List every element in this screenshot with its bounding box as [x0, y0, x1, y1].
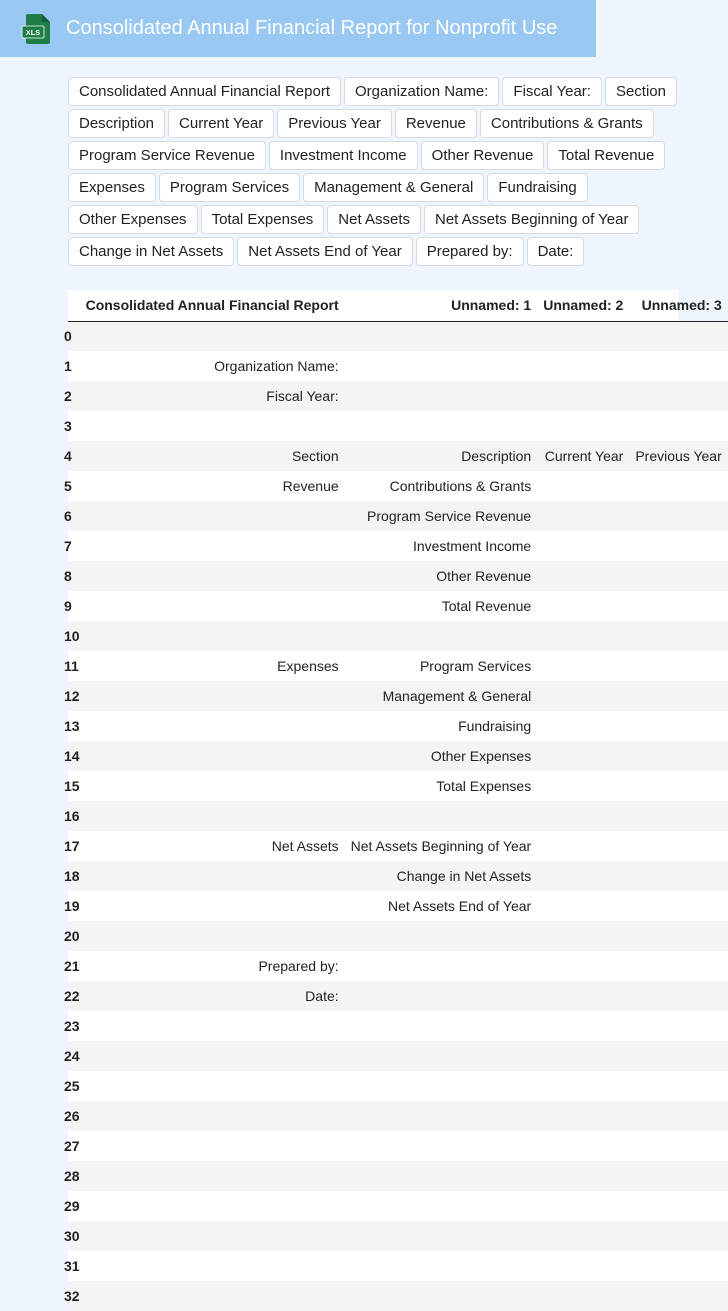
table-row	[68, 711, 728, 741]
row-index	[64, 381, 80, 411]
table-cell	[537, 621, 629, 651]
table-row	[68, 1071, 728, 1101]
table-cell	[345, 381, 538, 411]
table-cell: Net Assets End of Year	[388, 898, 532, 914]
row-index-label: 28	[64, 1168, 80, 1184]
table-cell	[537, 381, 629, 411]
table-cell	[537, 861, 629, 891]
row-index	[64, 1251, 80, 1281]
table-row	[68, 801, 728, 831]
row-index	[64, 981, 80, 1011]
keyword-chip[interactable]: Net Assets Beginning of Year	[424, 205, 639, 234]
keyword-chip[interactable]: Section	[605, 77, 677, 106]
table-row	[68, 651, 728, 681]
table-cell	[537, 711, 629, 741]
keyword-chip[interactable]: Change in Net Assets	[68, 237, 234, 266]
table-cell	[629, 1131, 727, 1161]
keyword-chip[interactable]: Other Revenue	[421, 141, 545, 170]
table-row	[68, 351, 728, 381]
table-cell	[629, 411, 727, 441]
row-index-label: 27	[64, 1138, 80, 1154]
table-row	[68, 381, 728, 411]
keyword-chip[interactable]: Current Year	[168, 109, 274, 138]
table-row	[68, 1251, 728, 1281]
table-cell	[537, 531, 629, 561]
row-index-label: 25	[64, 1078, 80, 1094]
table-cell	[537, 1041, 629, 1071]
table-cell: Previous Year	[635, 448, 722, 464]
table-cell: Other Expenses	[430, 748, 532, 764]
table-cell	[629, 1191, 727, 1221]
row-index	[64, 411, 80, 441]
keyword-chip[interactable]: Management & General	[303, 173, 484, 202]
row-index-label: 2	[64, 388, 72, 404]
keyword-chip[interactable]: Total Expenses	[201, 205, 325, 234]
row-index	[64, 501, 80, 531]
table-cell: Contributions & Grants	[389, 478, 532, 494]
table-cell	[629, 891, 727, 921]
row-index	[64, 1101, 80, 1131]
table-cell	[345, 1011, 538, 1041]
table-cell	[80, 501, 345, 531]
table-cell	[345, 1221, 538, 1251]
row-index-label: 7	[64, 538, 72, 554]
table-cell: Net Assets	[271, 838, 339, 854]
table-row	[68, 741, 728, 771]
table-cell	[629, 1161, 727, 1191]
row-index	[64, 741, 80, 771]
xls-file-icon	[22, 14, 50, 44]
table-cell	[345, 321, 538, 351]
row-index	[64, 561, 80, 591]
table-cell	[629, 561, 727, 591]
table-cell: Total Revenue	[441, 598, 532, 614]
table-row	[68, 1281, 728, 1311]
app-header	[0, 0, 596, 57]
table-cell	[345, 411, 538, 441]
table-cell	[537, 831, 629, 861]
row-index-label: 16	[64, 808, 80, 824]
table-cell: Date:	[305, 988, 339, 1004]
table-cell	[345, 1191, 538, 1221]
table-cell	[80, 1041, 345, 1071]
table-cell	[345, 921, 538, 951]
table-cell: Investment Income	[412, 538, 532, 554]
table-cell	[537, 771, 629, 801]
table-cell	[80, 861, 345, 891]
table-cell	[80, 561, 345, 591]
row-index-label: 11	[64, 658, 79, 674]
table-cell: Description	[461, 448, 532, 464]
page-title: Consolidated Annual Financial Report for Nonprofit Use	[66, 17, 558, 39]
table-cell	[537, 891, 629, 921]
table-row	[68, 1221, 728, 1251]
table-row	[68, 621, 728, 651]
table-cell	[629, 771, 727, 801]
table-cell	[80, 411, 345, 441]
table-cell	[80, 1161, 345, 1191]
table-cell	[537, 351, 629, 381]
column-header: Unnamed: 3	[629, 290, 727, 321]
table-row	[68, 1131, 728, 1161]
keyword-chip[interactable]: Organization Name:	[344, 77, 499, 106]
row-index-label: 17	[64, 838, 80, 854]
table-cell: Fundraising	[458, 718, 532, 734]
keyword-chips	[68, 77, 678, 266]
keyword-chip[interactable]: Fundraising	[487, 173, 587, 202]
table-cell	[629, 321, 727, 351]
table-cell	[629, 1101, 727, 1131]
table-cell	[80, 1011, 345, 1041]
keyword-chip[interactable]: Date:	[527, 237, 585, 266]
table-cell	[80, 1221, 345, 1251]
table-cell: Program Service Revenue	[367, 508, 532, 524]
row-index	[64, 831, 80, 861]
row-index-label: 5	[64, 478, 72, 494]
table-cell	[537, 1011, 629, 1041]
table-cell	[629, 681, 727, 711]
keyword-chip[interactable]: Description	[68, 109, 165, 138]
table-cell	[629, 1221, 727, 1251]
row-index	[64, 771, 80, 801]
table-cell	[345, 1131, 538, 1161]
table-cell: Total Expenses	[436, 778, 532, 794]
table-row	[68, 411, 728, 441]
index-header	[68, 290, 80, 321]
table-row	[68, 1161, 728, 1191]
row-index-label: 6	[64, 508, 72, 524]
table-cell	[629, 1071, 727, 1101]
table-row	[68, 861, 728, 891]
table-row	[68, 441, 728, 471]
table-cell	[629, 951, 727, 981]
column-header: Unnamed: 2	[537, 290, 629, 321]
table-row	[68, 951, 728, 981]
table-row	[68, 321, 728, 351]
table-cell	[629, 1281, 727, 1311]
row-index-label: 18	[64, 868, 80, 884]
table-row	[68, 471, 728, 501]
table-cell	[537, 1161, 629, 1191]
row-index	[64, 1191, 80, 1221]
row-index	[64, 681, 80, 711]
row-index-label: 23	[64, 1018, 80, 1034]
table-row	[68, 531, 728, 561]
data-table	[64, 290, 728, 1311]
row-index	[64, 621, 80, 651]
table-cell	[537, 501, 629, 531]
row-index	[64, 651, 80, 681]
table-row	[68, 1041, 728, 1071]
table-cell	[629, 381, 727, 411]
row-index-label: 31	[64, 1258, 80, 1274]
row-index-label: 26	[64, 1108, 80, 1124]
keyword-chip[interactable]: Other Expenses	[68, 205, 198, 234]
table-cell: Revenue	[282, 478, 339, 494]
row-index-label: 32	[64, 1288, 80, 1304]
keyword-chip[interactable]: Expenses	[68, 173, 156, 202]
table-cell	[80, 1101, 345, 1131]
table-header-row	[68, 290, 728, 321]
table-cell	[537, 1221, 629, 1251]
table-cell	[345, 981, 538, 1011]
row-index-label: 22	[64, 988, 80, 1004]
table-cell	[629, 921, 727, 951]
table-cell	[537, 921, 629, 951]
table-cell	[629, 621, 727, 651]
table-cell	[80, 741, 345, 771]
table-cell	[629, 591, 727, 621]
table-cell	[537, 651, 629, 681]
keyword-chip[interactable]: Previous Year	[277, 109, 392, 138]
row-index	[64, 951, 80, 981]
table-cell	[345, 1071, 538, 1101]
row-index	[64, 1161, 80, 1191]
table-row	[68, 681, 728, 711]
xls-icon-label: XLS	[25, 28, 41, 37]
keyword-chip[interactable]: Investment Income	[269, 141, 418, 170]
table-body	[64, 321, 728, 1311]
keyword-chip[interactable]: Prepared by:	[416, 237, 524, 266]
table-row	[68, 891, 728, 921]
row-index	[64, 921, 80, 951]
table-cell	[537, 741, 629, 771]
table-cell	[537, 981, 629, 1011]
keyword-chip[interactable]: Consolidated Annual Financial Report	[68, 77, 341, 106]
table-cell	[80, 1281, 345, 1311]
table-row	[68, 771, 728, 801]
table-cell	[537, 411, 629, 441]
table-cell	[629, 471, 727, 501]
row-index-label: 21	[64, 958, 80, 974]
table-cell	[537, 471, 629, 501]
table-cell	[629, 861, 727, 891]
table-cell	[345, 1251, 538, 1281]
table-cell	[80, 1071, 345, 1101]
keyword-chip[interactable]: Total Revenue	[547, 141, 665, 170]
table-cell	[345, 951, 538, 981]
table-cell	[629, 711, 727, 741]
table-row	[68, 1191, 728, 1221]
row-index-label: 13	[64, 718, 80, 734]
table-cell	[80, 321, 345, 351]
row-index	[64, 1011, 80, 1041]
table-cell: Change in Net Assets	[396, 868, 532, 884]
table-row	[68, 921, 728, 951]
table-cell: Expenses	[277, 658, 339, 674]
table-cell	[537, 951, 629, 981]
table-cell: Other Revenue	[436, 568, 532, 584]
table-cell	[629, 981, 727, 1011]
table-cell: Management & General	[382, 688, 532, 704]
row-index-label: 14	[64, 748, 80, 764]
keyword-chip[interactable]: Program Services	[159, 173, 300, 202]
table-cell	[80, 681, 345, 711]
row-index	[64, 441, 80, 471]
table-cell	[537, 801, 629, 831]
row-index-label: 4	[64, 448, 72, 464]
row-index-label: 1	[64, 358, 72, 374]
row-index-label: 9	[64, 598, 72, 614]
table-cell	[537, 561, 629, 591]
keyword-chip[interactable]: Program Service Revenue	[68, 141, 266, 170]
table-cell	[80, 801, 345, 831]
table-cell	[80, 711, 345, 741]
table-cell	[629, 531, 727, 561]
table-cell	[80, 891, 345, 921]
table-cell	[629, 801, 727, 831]
spreadsheet-preview[interactable]	[64, 290, 722, 1304]
table-cell	[537, 1251, 629, 1281]
row-index	[64, 351, 80, 381]
row-index	[64, 591, 80, 621]
table-cell	[629, 501, 727, 531]
table-cell: Organization Name:	[214, 358, 339, 374]
row-index	[64, 891, 80, 921]
row-index	[64, 321, 80, 351]
table-cell	[80, 1251, 345, 1281]
table-row	[68, 981, 728, 1011]
table-cell: Net Assets Beginning of Year	[350, 838, 532, 854]
table-cell	[629, 831, 727, 861]
table-cell	[629, 1041, 727, 1071]
row-index	[64, 1041, 80, 1071]
table-cell	[629, 741, 727, 771]
keyword-chip[interactable]: Revenue	[395, 109, 477, 138]
table-cell: Section	[291, 448, 339, 464]
table-cell: Fiscal Year:	[266, 388, 339, 404]
row-index-label: 10	[64, 628, 80, 644]
row-index-label: 29	[64, 1198, 80, 1214]
table-cell	[80, 1131, 345, 1161]
table-cell	[345, 621, 538, 651]
keyword-chip[interactable]: Fiscal Year:	[502, 77, 602, 106]
table-row	[68, 1011, 728, 1041]
table-cell	[345, 1281, 538, 1311]
row-index-label: 8	[64, 568, 72, 584]
table-cell	[537, 1071, 629, 1101]
row-index-label: 30	[64, 1228, 80, 1244]
table-cell	[80, 771, 345, 801]
table-row	[68, 831, 728, 861]
table-cell	[345, 1161, 538, 1191]
table-cell: Prepared by:	[258, 958, 339, 974]
column-header: Unnamed: 1	[345, 290, 538, 321]
row-index-label: 12	[64, 688, 80, 704]
row-index-label: 19	[64, 898, 80, 914]
row-index	[64, 1281, 80, 1311]
table-cell	[537, 1101, 629, 1131]
row-index	[64, 711, 80, 741]
table-cell	[537, 681, 629, 711]
table-row	[68, 501, 728, 531]
table-cell	[80, 621, 345, 651]
row-index-label: 0	[64, 328, 72, 345]
row-index	[64, 471, 80, 501]
keyword-chip[interactable]: Net Assets	[327, 205, 421, 234]
table-cell	[345, 801, 538, 831]
table-cell	[629, 351, 727, 381]
table-cell	[629, 1251, 727, 1281]
table-row	[68, 561, 728, 591]
table-cell	[345, 351, 538, 381]
table-row	[68, 591, 728, 621]
table-cell	[345, 1041, 538, 1071]
row-index-label: 20	[64, 928, 80, 944]
keyword-chip[interactable]: Contributions & Grants	[480, 109, 654, 138]
table-cell	[537, 591, 629, 621]
table-cell: Program Services	[419, 658, 532, 674]
row-index	[64, 1071, 80, 1101]
row-index-label: 15	[64, 778, 80, 794]
table-cell	[80, 921, 345, 951]
table-cell	[537, 1131, 629, 1161]
row-index-label: 3	[64, 418, 72, 434]
keyword-chip[interactable]: Net Assets End of Year	[237, 237, 412, 266]
table-cell	[537, 1191, 629, 1221]
table-cell	[537, 321, 629, 351]
row-index	[64, 1131, 80, 1161]
row-index	[64, 1221, 80, 1251]
table-cell	[80, 531, 345, 561]
table-cell	[80, 1191, 345, 1221]
table-cell	[345, 1101, 538, 1131]
column-header: Consolidated Annual Financial Report	[80, 290, 345, 321]
table-cell: Current Year	[544, 448, 624, 464]
table-cell	[629, 651, 727, 681]
table-row	[68, 1101, 728, 1131]
table-cell	[80, 591, 345, 621]
row-index	[64, 861, 80, 891]
row-index-label: 24	[64, 1048, 80, 1064]
table-cell	[629, 1011, 727, 1041]
row-index	[64, 531, 80, 561]
row-index	[64, 801, 80, 831]
table-cell	[537, 1281, 629, 1311]
